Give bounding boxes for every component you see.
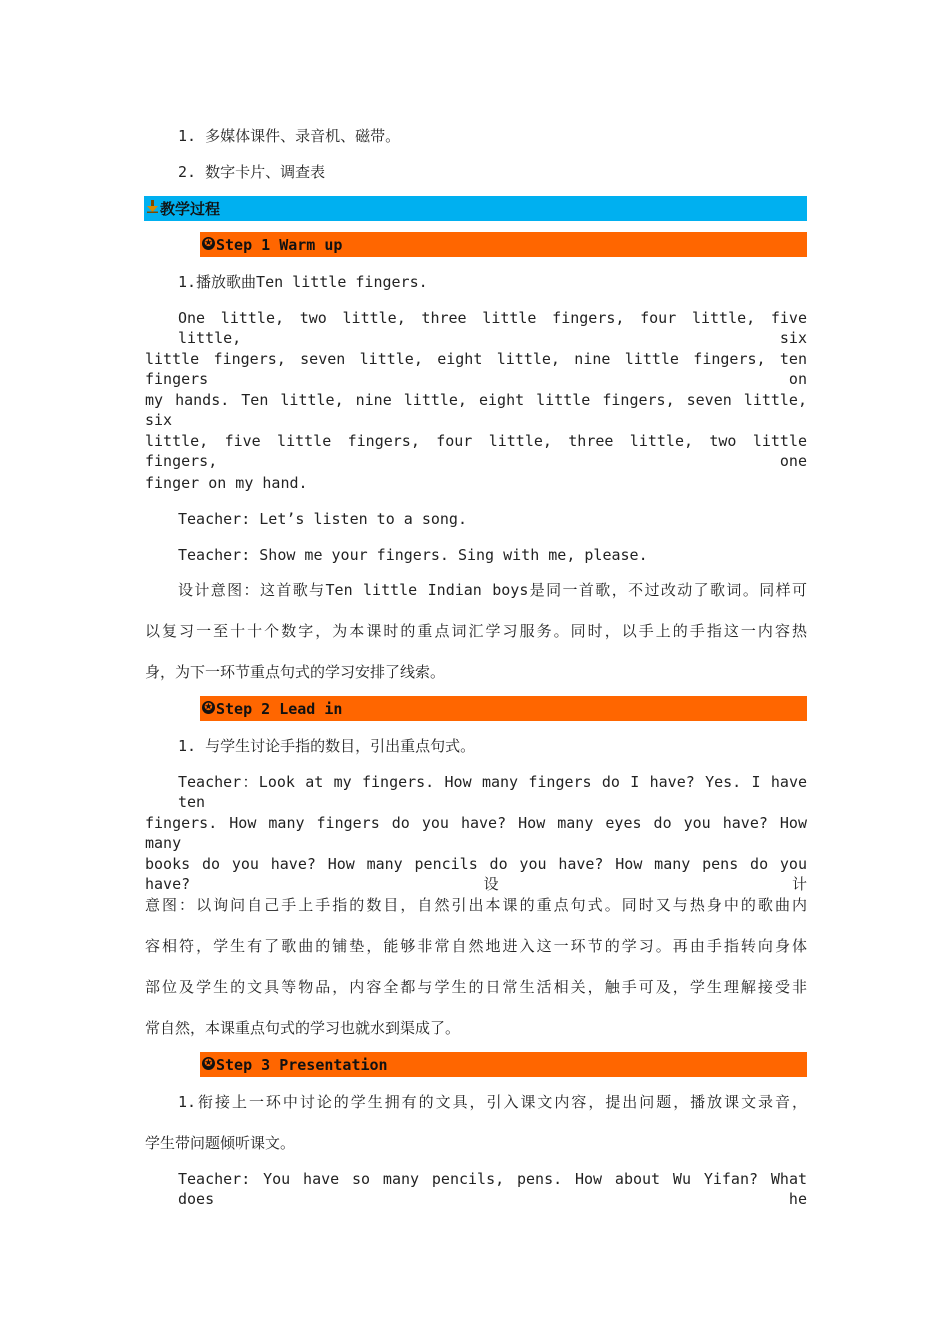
step2-line-7: 常自然，本课重点句式的学习也就水到渠成了。	[145, 1019, 461, 1037]
section-title: 教学过程	[160, 200, 221, 218]
teacher-line-1: Teacher: Let’s listen to a song.	[178, 510, 467, 528]
step2-line-2: fingers. How many fingers do you have? How many eyes do you have? How many	[145, 814, 807, 852]
step2-line-1: Teacher：Look at my fingers. How many fingers do I have? Yes. I have ten	[178, 773, 807, 811]
materials-item-1: 1. 多媒体课件、录音机、磁带。	[178, 127, 401, 145]
song-line-2: little fingers, seven little, eight little, nine little fingers, ten fingers on	[145, 350, 807, 388]
step3-teacher-line: Teacher: You have so many pencils, pens. How about Wu Yifan? What does he	[178, 1170, 807, 1208]
step2-title: Step 2 Lead in	[216, 700, 343, 718]
star-badge-icon: ✪	[202, 701, 215, 714]
step2-line-6: 部位及学生的文具等物品，内容全都与学生的日常生活相关，触手可及，学生理解接受非	[145, 978, 807, 996]
step1-header	[200, 232, 807, 257]
song-line-5: finger on my hand.	[145, 474, 308, 492]
step1-item: 1.播放歌曲Ten little fingers.	[178, 273, 428, 291]
step3-title: Step 3 Presentation	[216, 1056, 388, 1074]
song-line-4: little, five little fingers, four little, three little, two little fingers, one	[145, 432, 807, 470]
star-badge-icon: ✪	[202, 237, 215, 250]
step3-item-line-2: 学生带问题倾听课文。	[145, 1134, 296, 1152]
step3-item-line-1: 1.衔接上一环中讨论的学生拥有的文具，引入课文内容，提出问题，播放课文录音，	[178, 1093, 807, 1111]
step2-header	[200, 696, 807, 721]
design-line-3: 身，为下一环节重点句式的学习安排了线索。	[145, 663, 446, 681]
teacher-line-2: Teacher: Show me your fingers. Sing with me, please.	[178, 546, 648, 564]
step3-header	[200, 1052, 807, 1077]
star-badge-icon: ✪	[202, 1057, 215, 1070]
step2-line-3: books do you have? How many pencils do you have? How many pens do you have?设计	[145, 855, 807, 893]
song-line-3: my hands. Ten little, nine little, eight little fingers, seven little, six	[145, 391, 807, 429]
step2-item: 1. 与学生讨论手指的数目，引出重点句式。	[178, 737, 476, 755]
design-line-2: 以复习一至十十个数字，为本课时的重点词汇学习服务。同时，以手上的手指这一内容热	[145, 622, 807, 640]
step2-line-5: 容相符，学生有了歌曲的铺垫，能够非常自然地进入这一环节的学习。再由手指转向身体	[145, 937, 807, 955]
step1-title: Step 1 Warm up	[216, 236, 343, 254]
download-arrow-icon	[146, 200, 159, 213]
step2-line-4: 意图：以询问自己手上手指的数目，自然引出本课的重点句式。同时又与热身中的歌曲内	[145, 896, 807, 914]
section-header-teaching-process	[144, 196, 807, 221]
song-line-1: One little, two little, three little fingers, four little, five little, six	[178, 309, 807, 347]
design-line-1: 设计意图：这首歌与Ten little Indian boys是同一首歌，不过改动了歌词。同样可	[178, 581, 807, 599]
materials-item-2: 2. 数字卡片、调查表	[178, 163, 326, 181]
